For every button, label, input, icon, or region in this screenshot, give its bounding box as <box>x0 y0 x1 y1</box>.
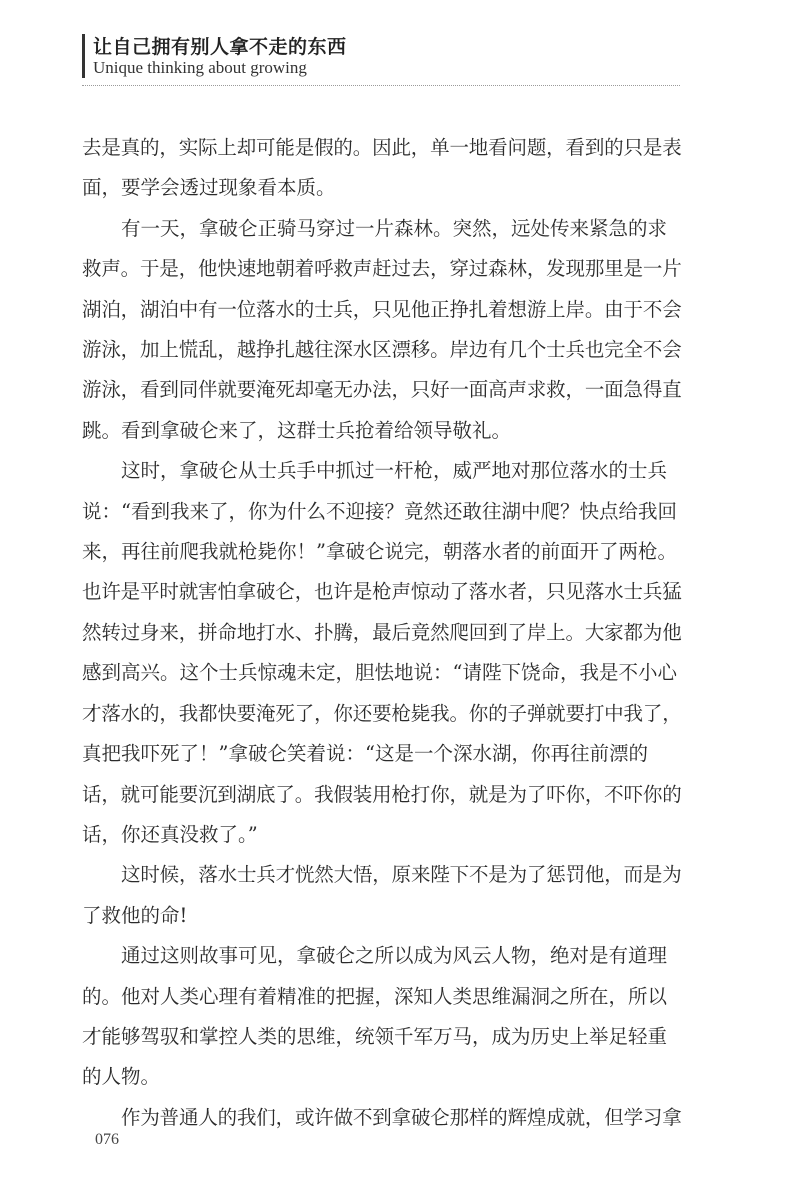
text-line: 有一天，拿破仑正骑马穿过一片森林。突然，远处传来紧急的求 <box>121 216 668 240</box>
text-line: 然转过身来，拼命地打水、扑腾，最后竟然爬回到了岸上。大家都为他 <box>82 620 682 644</box>
text-line: 救声。于是，他快速地朝着呼救声赶过去，穿过森林，发现那里是一片 <box>82 257 682 281</box>
text-line: 真把我吓死了！”拿破仑笑着说：“这是一个深水湖，你再往前漂的 <box>82 742 648 766</box>
text-line: 跳。看到拿破仑来了，这群士兵抢着给领导敬礼。 <box>82 418 512 442</box>
text-line: 的。他对人类心理有着精准的把握，深知人类思维漏洞之所在，所以 <box>82 984 668 1008</box>
text-line: 也许是平时就害怕拿破仑，也许是枪声惊动了落水者，只见落水士兵猛 <box>82 580 682 604</box>
text-line: 来，再往前爬我就枪毙你！”拿破仑说完，朝落水者的前面开了两枪。 <box>82 540 677 564</box>
text-line: 通过这则故事可见，拿破仑之所以成为风云人物，绝对是有道理 <box>121 944 668 968</box>
text-line: 话，你还真没救了。” <box>82 822 258 846</box>
header-title: 让自己拥有别人拿不走的东西 <box>93 36 347 58</box>
paragraph-4 <box>82 855 682 936</box>
text-line: 游泳，加上慌乱，越挣扎越往深水区漂移。岸边有几个士兵也完全不会 <box>82 338 682 362</box>
paragraph-2 <box>82 209 682 451</box>
page-number: 076 <box>95 1131 119 1148</box>
text-line: 才落水的，我都快要淹死了，你还要枪毙我。你的子弹就要打中我了， <box>82 701 682 725</box>
header-accent-bar <box>82 34 85 78</box>
text-line: 了救他的命! <box>82 903 188 927</box>
text-line: 才能够驾驭和掌控人类的思维，统领千军万马，成为历史上举足轻重 <box>82 1024 668 1048</box>
paragraph-1 <box>82 128 682 209</box>
paragraph-6 <box>82 1098 682 1138</box>
text-line: 的人物。 <box>82 1065 161 1089</box>
text-line: 去是真的，实际上却可能是假的。因此，单一地看问题，看到的只是表 <box>82 136 682 159</box>
text-line: 作为普通人的我们，或许做不到拿破仑那样的辉煌成就，但学习拿 <box>121 1105 682 1129</box>
text-line: 游泳，看到同伴就要淹死却毫无办法，只好一面高声求救，一面急得直 <box>82 378 682 402</box>
text-line: 话，就可能要沉到湖底了。我假装用枪打你，就是为了吓你，不吓你的 <box>82 782 682 806</box>
body-text <box>82 128 682 1138</box>
text-line: 这时候，落水士兵才恍然大悟，原来陛下不是为了惩罚他，而是为 <box>121 863 682 887</box>
text-line: 这时，拿破仑从士兵手中抓过一杆枪，威严地对那位落水的士兵 <box>121 459 668 483</box>
header-subtitle: Unique thinking about growing <box>93 58 307 77</box>
paragraph-3 <box>82 451 682 855</box>
text-line: 湖泊，湖泊中有一位落水的士兵，只见他正挣扎着想游上岸。由于不会 <box>82 297 682 321</box>
text-line: 面，要学会透过现象看本质。 <box>82 176 336 200</box>
text-line: 感到高兴。这个士兵惊魂未定，胆怯地说：“请陛下饶命，我是不小心 <box>82 661 677 685</box>
paragraph-5 <box>82 936 682 1098</box>
text-line: 说：“看到我来了，你为什么不迎接？竟然还敢往湖中爬？快点给我回 <box>82 499 677 523</box>
header-divider <box>82 85 680 86</box>
